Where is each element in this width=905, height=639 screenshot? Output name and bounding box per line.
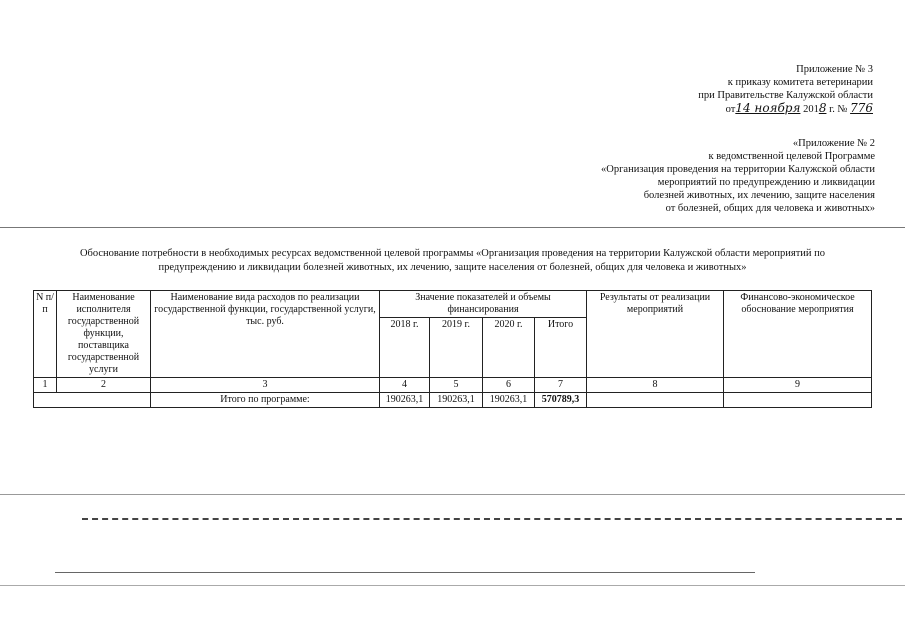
index-cell: 6 bbox=[483, 378, 535, 393]
appendix3-line3: при Правительстве Калужской области bbox=[698, 90, 873, 101]
appendix2-line1: «Приложение № 2 bbox=[792, 138, 875, 149]
header-2018: 2018 г. bbox=[380, 318, 430, 378]
header-funding: Значение показателей и объемы финансирования bbox=[380, 291, 587, 318]
date-year-prefix: 201 bbox=[803, 104, 819, 115]
scan-line-top bbox=[0, 227, 905, 228]
table-total-row bbox=[34, 393, 872, 408]
scan-line-3 bbox=[0, 585, 905, 586]
appendix2-line2: к ведомственной целевой Программе bbox=[708, 151, 875, 162]
index-cell: 8 bbox=[587, 378, 724, 393]
scan-line-2 bbox=[55, 572, 755, 573]
total-justification-empty bbox=[724, 393, 872, 408]
scan-dash-line bbox=[82, 518, 902, 520]
total-2020: 190263,1 bbox=[483, 393, 535, 408]
table-index-row bbox=[34, 378, 872, 393]
total-label: Итого по программе: bbox=[151, 393, 380, 408]
header-justification: Финансово-экономическое обоснование мероприятия bbox=[724, 291, 872, 378]
date-handwritten: 14 ноября bbox=[735, 101, 801, 115]
index-cell: 2 bbox=[57, 378, 151, 393]
document-title bbox=[20, 247, 885, 275]
table-header-row bbox=[34, 291, 872, 318]
appendix2-line4: мероприятий по предупреждению и ликвидации bbox=[657, 177, 875, 188]
header-expense: Наименование вида расходов по реализации государственной функции, государственной услуги, тыс. руб. bbox=[151, 291, 380, 378]
total-results-empty bbox=[587, 393, 724, 408]
index-cell: 3 bbox=[151, 378, 380, 393]
resources-table bbox=[33, 290, 872, 408]
index-cell: 1 bbox=[34, 378, 57, 393]
header-num: N п/ п bbox=[34, 291, 57, 378]
order-number: 776 bbox=[850, 101, 873, 115]
appendix2-line3: «Организация проведения на территории Калужской области bbox=[601, 164, 875, 175]
document-title-line2: предупреждению и ликвидации болезней животных, их лечению, защите населения от болезней, общих для человека и животных» bbox=[158, 262, 747, 273]
document-title-line1: Обоснование потребности в необходимых ресурсах ведомственной целевой программы «Организация проведения на территории Калужской области мероприятий по bbox=[79, 248, 826, 259]
appendix2-line5: болезней животных, их лечению, защите населения bbox=[643, 190, 875, 201]
index-cell: 4 bbox=[380, 378, 430, 393]
appendix3-line2: к приказу комитета ветеринарии bbox=[727, 77, 873, 88]
index-cell: 5 bbox=[430, 378, 483, 393]
total-2018: 190263,1 bbox=[380, 393, 430, 408]
total-empty bbox=[34, 393, 151, 408]
total-sum: 570789,3 bbox=[535, 393, 587, 408]
date-prefix: от bbox=[725, 104, 736, 115]
header-executor: Наименование исполнителя государственной функции, поставщика государственной услуги bbox=[57, 291, 151, 378]
header-results: Результаты от реализации мероприятий bbox=[587, 291, 724, 378]
appendix2-block bbox=[535, 137, 875, 215]
index-cell: 9 bbox=[724, 378, 872, 393]
header-total: Итого bbox=[535, 318, 587, 378]
total-2019: 190263,1 bbox=[430, 393, 483, 408]
index-cell: 7 bbox=[535, 378, 587, 393]
header-2020: 2020 г. bbox=[483, 318, 535, 378]
header-2019: 2019 г. bbox=[430, 318, 483, 378]
date-suffix: г. № bbox=[829, 104, 848, 115]
appendix3-line1: Приложение № 3 bbox=[796, 64, 873, 75]
appendix3-date-line bbox=[573, 102, 873, 116]
date-year-digit: 8 bbox=[818, 101, 827, 115]
scan-line-1 bbox=[0, 494, 905, 495]
appendix2-line6: от болезней, общих для человека и животных» bbox=[665, 203, 875, 214]
appendix3-block bbox=[573, 63, 873, 116]
